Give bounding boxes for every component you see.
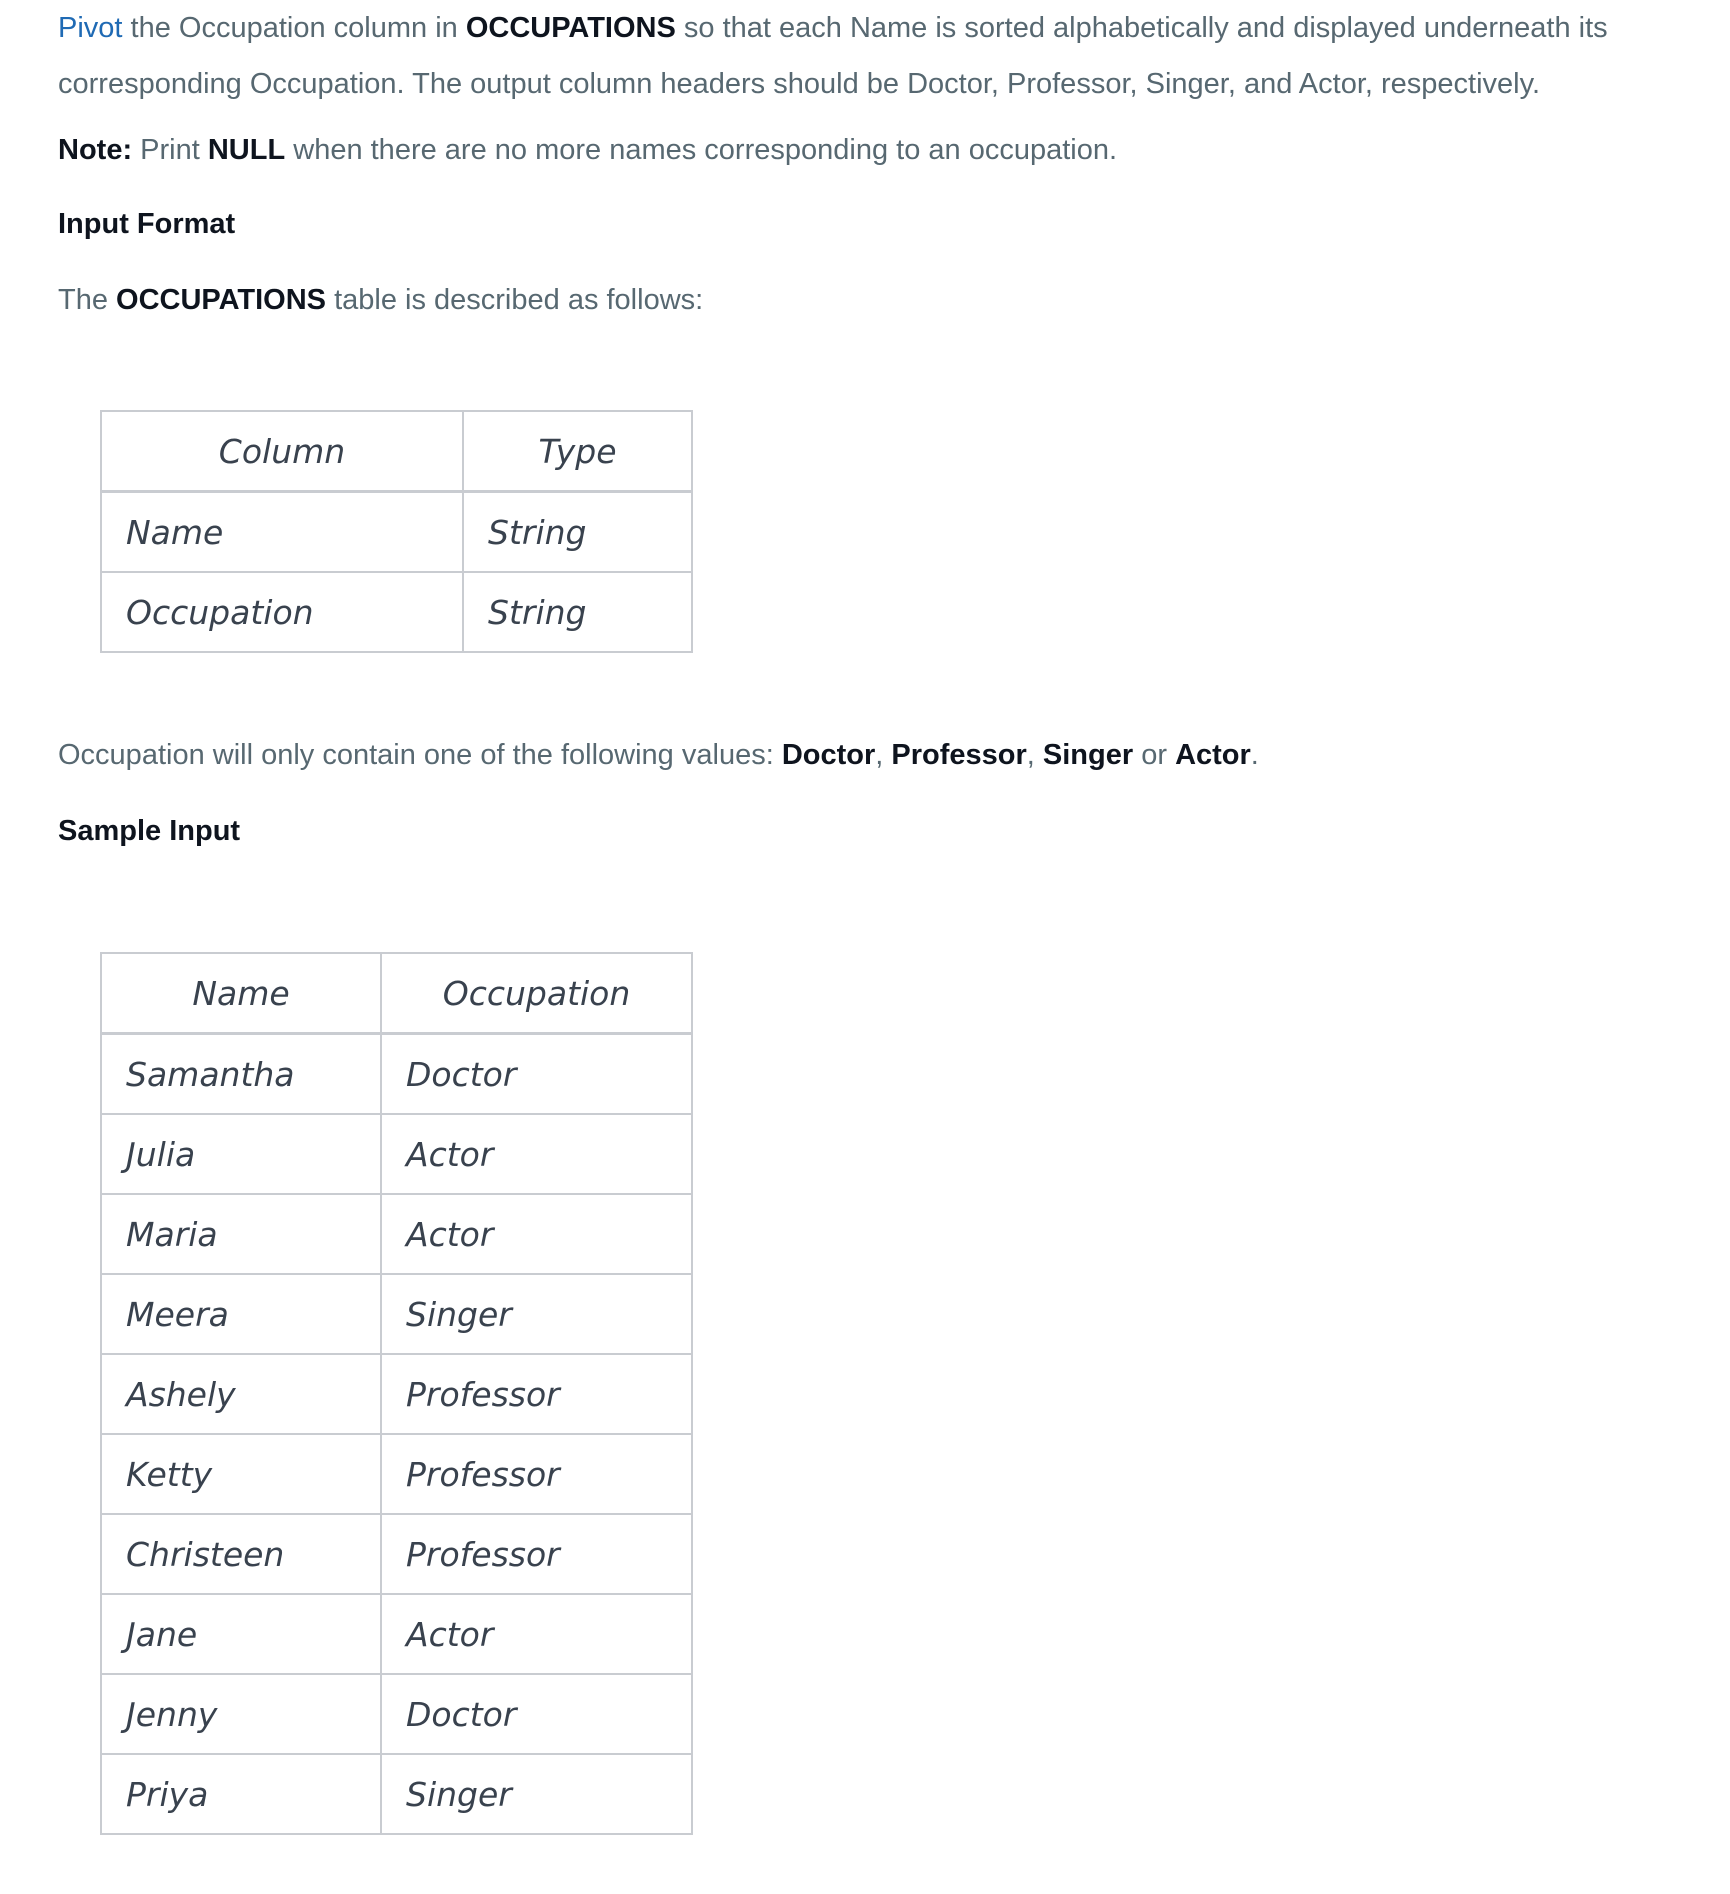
occupation-values-paragraph bbox=[58, 727, 1259, 783]
input-format-heading: Input Format bbox=[58, 208, 236, 240]
sample-cell-name: Christeen bbox=[101, 1514, 381, 1594]
occ-sep-3: or bbox=[1133, 739, 1176, 771]
occ-sep-1: , bbox=[875, 739, 892, 771]
intro-text-2: so that each Name is sorted alphabetically and displayed underneath its corresponding Occupation. The output column headers should be Doctor, Professor, Singer, and Actor, respectively. bbox=[58, 12, 1608, 100]
table-row bbox=[101, 1674, 692, 1754]
occ-value-singer: Singer bbox=[1042, 739, 1134, 771]
table-row bbox=[101, 1434, 692, 1514]
sample-cell-name: Ashely bbox=[101, 1354, 381, 1434]
schema-header-column: Column bbox=[101, 411, 463, 492]
sample-cell-occupation: Professor bbox=[381, 1434, 692, 1514]
sample-cell-name: Ketty bbox=[101, 1434, 381, 1514]
intro-table-name: OCCUPATIONS bbox=[465, 12, 676, 44]
schema-cell-type: String bbox=[463, 572, 692, 652]
sample-cell-name: Jane bbox=[101, 1594, 381, 1674]
table-row bbox=[101, 1594, 692, 1674]
sample-cell-name: Samantha bbox=[101, 1034, 381, 1115]
sample-cell-occupation: Singer bbox=[381, 1754, 692, 1834]
sample-cell-occupation: Professor bbox=[381, 1354, 692, 1434]
problem-statement bbox=[58, 0, 1698, 328]
sample-cell-name: Julia bbox=[101, 1114, 381, 1194]
sample-cell-name: Meera bbox=[101, 1274, 381, 1354]
occ-value-doctor: Doctor bbox=[781, 739, 876, 771]
occ-end: . bbox=[1250, 739, 1259, 771]
sample-cell-occupation: Singer bbox=[381, 1274, 692, 1354]
sample-cell-occupation: Actor bbox=[381, 1114, 692, 1194]
table-row bbox=[101, 1274, 692, 1354]
table-row bbox=[101, 1194, 692, 1274]
table-row bbox=[101, 1114, 692, 1194]
occ-value-professor: Professor bbox=[891, 739, 1027, 771]
sample-cell-occupation: Doctor bbox=[381, 1034, 692, 1115]
schema-cell-type: String bbox=[463, 492, 692, 573]
sample-cell-name: Priya bbox=[101, 1754, 381, 1834]
table-desc-text-2: table is described as follows: bbox=[326, 284, 704, 316]
table-desc-name: OCCUPATIONS bbox=[116, 284, 327, 316]
schema-header-type: Type bbox=[463, 411, 692, 492]
sample-cell-occupation: Actor bbox=[381, 1594, 692, 1674]
note-null-word: NULL bbox=[207, 134, 286, 166]
table-row bbox=[101, 1034, 692, 1115]
sample-cell-name: Maria bbox=[101, 1194, 381, 1274]
note-text-1: Print bbox=[132, 134, 208, 166]
sample-header-occupation: Occupation bbox=[381, 953, 692, 1034]
table-desc-text-1: The bbox=[58, 284, 117, 316]
sample-cell-occupation: Doctor bbox=[381, 1674, 692, 1754]
sample-input-table bbox=[100, 952, 693, 1835]
sample-header-row bbox=[101, 953, 692, 1034]
sample-input-heading: Sample Input bbox=[58, 815, 241, 847]
sample-cell-occupation: Actor bbox=[381, 1194, 692, 1274]
intro-text-1: the Occupation column in bbox=[122, 12, 466, 44]
schema-table bbox=[100, 410, 693, 653]
occ-value-actor: Actor bbox=[1175, 739, 1251, 771]
occ-sep-2: , bbox=[1026, 739, 1043, 771]
occ-values-text: Occupation will only contain one of the following values: bbox=[58, 739, 782, 771]
note-label: Note: bbox=[58, 134, 133, 166]
intro-paragraph bbox=[58, 0, 1698, 112]
schema-header-row bbox=[101, 411, 692, 492]
note-paragraph bbox=[58, 122, 1698, 178]
note-text-2: when there are no more names corresponding to an occupation. bbox=[285, 134, 1118, 166]
table-row bbox=[101, 492, 692, 573]
sample-cell-name: Jenny bbox=[101, 1674, 381, 1754]
table-row bbox=[101, 1754, 692, 1834]
sample-header-name: Name bbox=[101, 953, 381, 1034]
table-row bbox=[101, 1514, 692, 1594]
table-row bbox=[101, 1354, 692, 1434]
sample-cell-occupation: Professor bbox=[381, 1514, 692, 1594]
table-description bbox=[58, 272, 1698, 328]
schema-cell-column: Occupation bbox=[101, 572, 463, 652]
pivot-link[interactable]: Pivot bbox=[58, 12, 123, 44]
table-row bbox=[101, 572, 692, 652]
schema-cell-column: Name bbox=[101, 492, 463, 573]
